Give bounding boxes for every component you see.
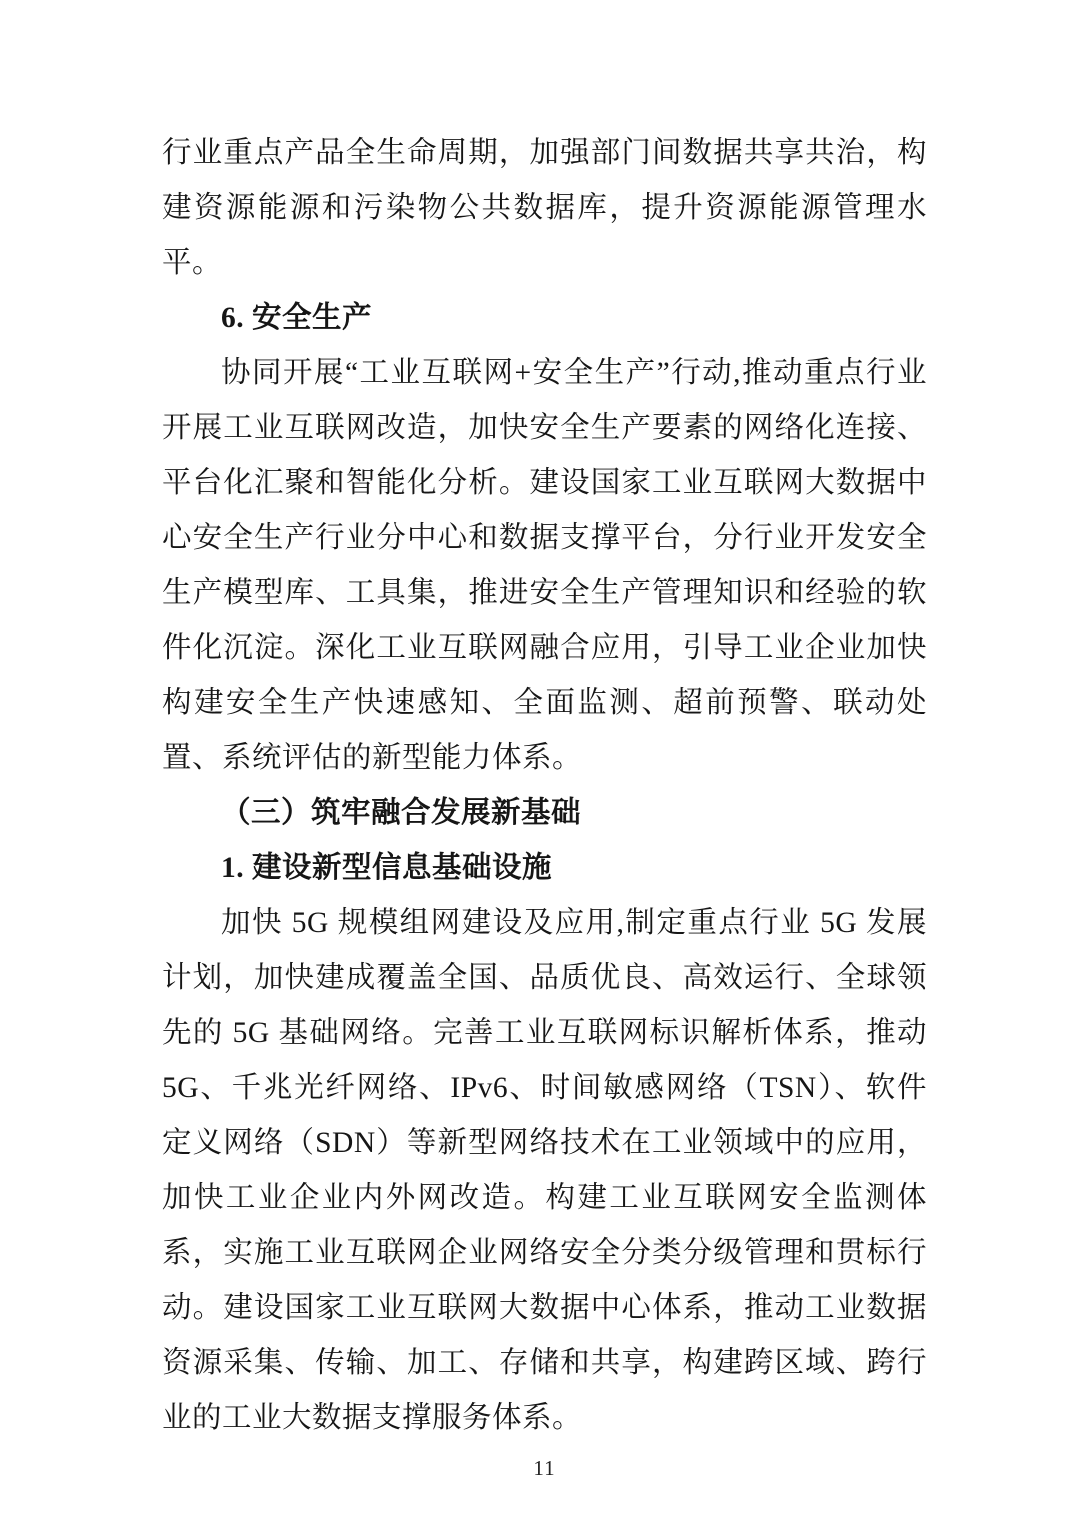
numbered-heading-6-safety-production: 6. 安全生产	[221, 302, 373, 334]
paragraph-safety-production: 协同开展“工业互联网+安全生产”行动,推动重点行业开展工业互联网改造，加快安全生产要素的网络化连接、平台化汇聚和智能化分析。建设国家工业互联网大数据中心安全生产行业分中心和数据支撑平台，分行业开发安全生产模型库、工具集，推进安全生产管理知识和经验的软件化沉淀。深化工业互联网融合应用，引导工业企业加快构建安全生产快速感知、全面监测、超前预警、联动处置、系统评估的新型能力体系。	[162, 357, 927, 774]
paragraph-info-infrastructure: 加快 5G 规模组网建设及应用,制定重点行业 5G 发展计划，加快建成覆盖全国、品质优良、高效运行、全球领先的 5G 基础网络。完善工业互联网标识解析体系，推动 5G、千兆光纤网络、IPv6、时间敏感网络（TSN）、软件定义网络（SDN）等新型网络技术在工业领域中的应用，加快工业企业内外网改造。构建工业互联网安全监测体系，实施工业互联网企业网络安全分类分级管理和贯标行动。建设国家工业互联网大数据中心体系，推动工业数据资源采集、传输、加工、存储和共享，构建跨区域、跨行业的工业大数据支撑服务体系。	[162, 907, 927, 1434]
paragraph-continuation: 行业重点产品全生命周期，加强部门间数据共享共治，构建资源能源和污染物公共数据库，提升资源能源管理水平。	[162, 137, 927, 279]
section-heading-3-new-foundation: （三）筑牢融合发展新基础	[221, 797, 582, 829]
numbered-heading-1-new-info-infrastructure: 1. 建设新型信息基础设施	[221, 852, 553, 884]
page-number: 11	[533, 1456, 556, 1480]
